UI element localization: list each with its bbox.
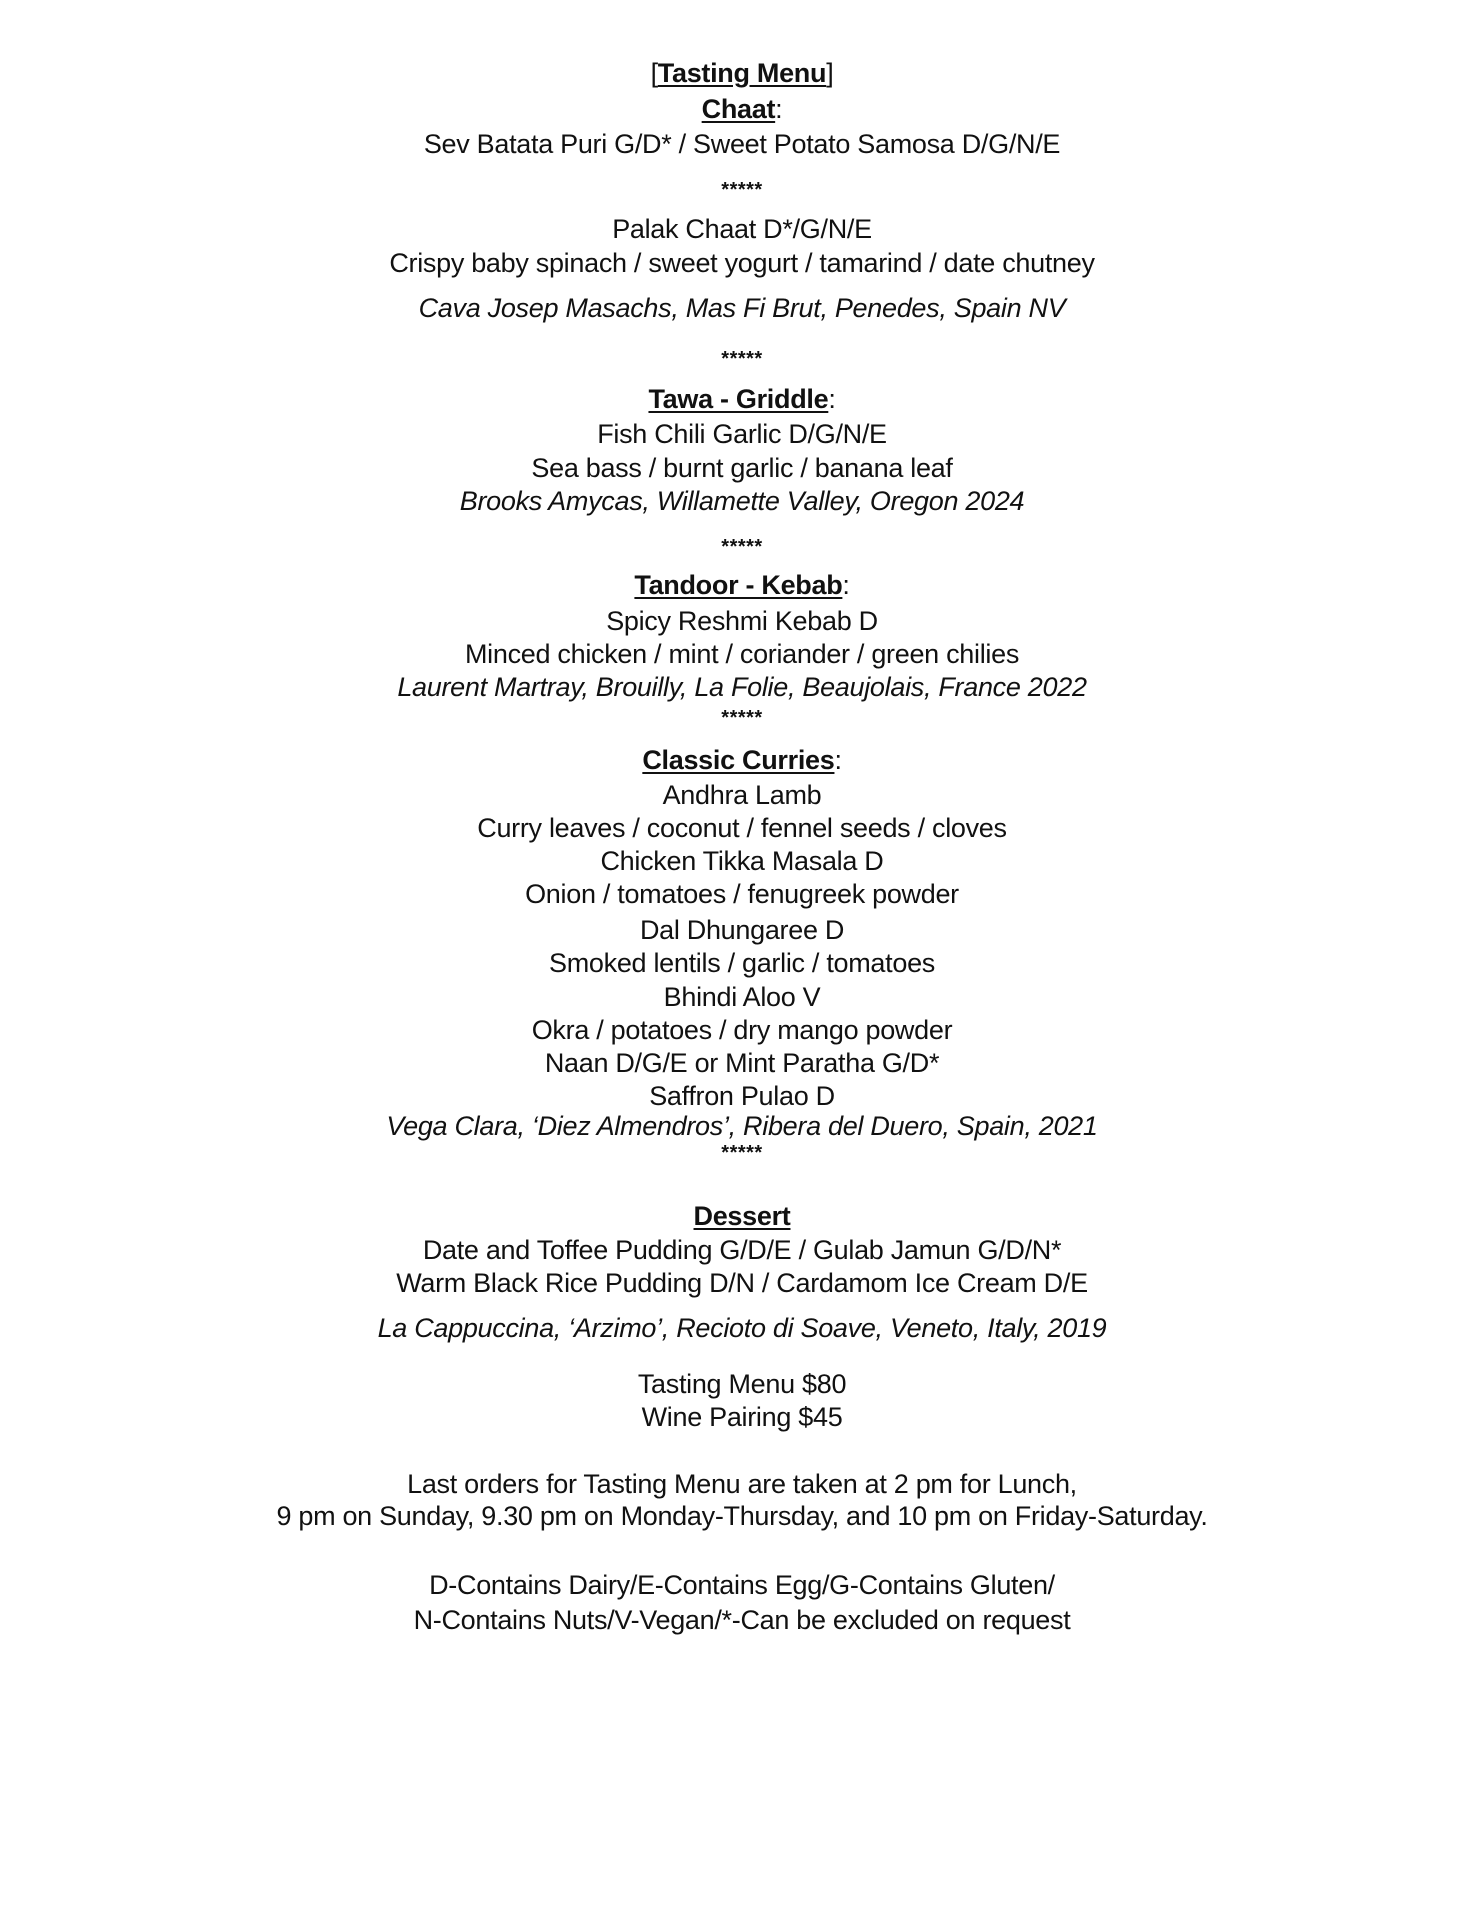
tawa-wine-pairing: Brooks Amycas, Willamette Valley, Oregon 2024 [459, 486, 1025, 516]
chaat-dish-description: Crispy baby spinach / sweet yogurt / tamarind / date chutney [389, 248, 1095, 278]
curries-item-description: Curry leaves / coconut / fennel seeds / cloves [477, 813, 1007, 843]
tandoor-dish: Spicy Reshmi Kebab D [606, 606, 878, 636]
section-heading-tawa [0, 382, 1484, 416]
tawa-heading-text: Tawa - Griddle [648, 384, 829, 414]
dessert-heading-text: Dessert [693, 1201, 791, 1231]
title-bracket-close: ] [826, 58, 834, 88]
dessert-wine-pairing: La Cappuccina, ‘Arzimo’, Recioto di Soave, Veneto, Italy, 2019 [377, 1313, 1107, 1343]
menu-title [0, 56, 1484, 90]
wine-pairing-price: Wine Pairing $45 [641, 1402, 843, 1432]
tandoor-dish-description: Minced chicken / mint / coriander / green chilies [464, 639, 1020, 669]
chaat-heading-text: Chaat [701, 94, 776, 124]
chaat-wine-pairing: Cava Josep Masachs, Mas Fi Brut, Penedes, Spain NV [418, 293, 1066, 323]
chaat-heading-colon: : [775, 94, 783, 124]
title-bracket-open: [ [650, 58, 658, 88]
curries-item: Naan D/G/E or Mint Paratha G/D* [544, 1048, 940, 1078]
separator: ***** [721, 536, 763, 558]
chaat-dish-line: Sev Batata Puri G/D* / Sweet Potato Samosa D/G/N/E [423, 129, 1061, 159]
separator: ***** [721, 1142, 763, 1164]
separator: ***** [721, 707, 763, 729]
curries-item: Chicken Tikka Masala D [600, 846, 884, 876]
dessert-line: Warm Black Rice Pudding D/N / Cardamom Ice Cream D/E [396, 1268, 1088, 1298]
curries-heading-text: Classic Curries [642, 745, 835, 775]
tandoor-heading-colon: : [842, 570, 850, 600]
curries-item: Bhindi Aloo V [663, 982, 821, 1012]
tawa-dish-description: Sea bass / burnt garlic / banana leaf [531, 453, 953, 483]
dessert-line: Date and Toffee Pudding G/D/E / Gulab Jamun G/D/N* [422, 1235, 1062, 1265]
tawa-heading-colon: : [828, 384, 836, 414]
section-heading-tandoor [0, 568, 1484, 602]
allergen-legend: N-Contains Nuts/V-Vegan/*-Can be excluded on request [413, 1605, 1071, 1635]
tasting-menu-price: Tasting Menu $80 [637, 1369, 847, 1399]
separator: ***** [721, 348, 763, 370]
last-orders-note: 9 pm on Sunday, 9.30 pm on Monday-Thursday, and 10 pm on Friday-Saturday. [276, 1501, 1208, 1531]
section-heading-curries [0, 743, 1484, 777]
curries-heading-colon: : [834, 745, 842, 775]
tandoor-heading-text: Tandoor - Kebab [634, 570, 843, 600]
menu-title-text: Tasting Menu [657, 58, 827, 88]
curries-item: Dal Dhungaree D [639, 915, 845, 945]
section-heading-chaat [0, 92, 1484, 126]
tandoor-wine-pairing: Laurent Martray, Brouilly, La Folie, Beaujolais, France 2022 [397, 672, 1087, 702]
curries-wine-pairing: Vega Clara, ‘Diez Almendros’, Ribera del Duero, Spain, 2021 [386, 1111, 1098, 1141]
tawa-dish: Fish Chili Garlic D/G/N/E [597, 419, 887, 449]
chaat-dish-palak: Palak Chaat D*/G/N/E [612, 214, 872, 244]
curries-item-description: Okra / potatoes / dry mango powder [531, 1015, 953, 1045]
curries-item-description: Onion / tomatoes / fenugreek powder [525, 879, 959, 909]
allergen-legend: D-Contains Dairy/E-Contains Egg/G-Contains Gluten/ [429, 1570, 1055, 1600]
section-heading-dessert [0, 1199, 1484, 1233]
separator: ***** [721, 179, 763, 201]
curries-item-description: Smoked lentils / garlic / tomatoes [549, 948, 935, 978]
curries-item: Andhra Lamb [662, 780, 822, 810]
last-orders-note: Last orders for Tasting Menu are taken at 2 pm for Lunch, [407, 1469, 1077, 1499]
curries-item: Saffron Pulao D [649, 1081, 835, 1111]
